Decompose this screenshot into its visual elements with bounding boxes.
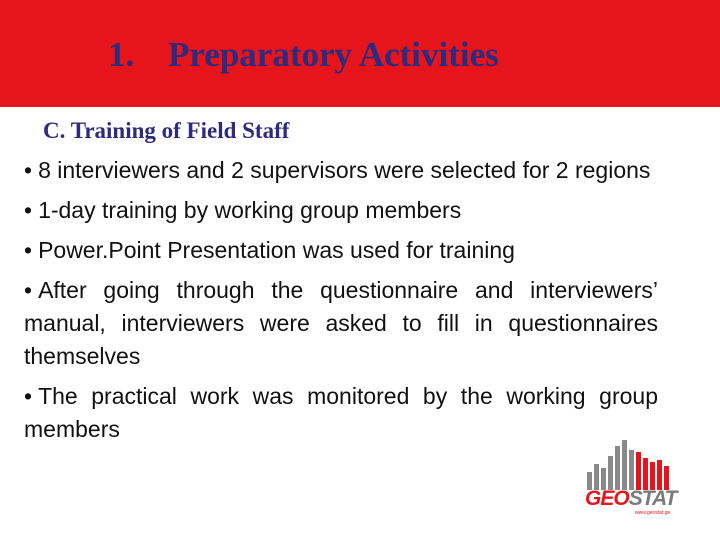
- logo-url: www.geostat.ge: [635, 510, 671, 516]
- bullet-item: [24, 154, 658, 187]
- bullet-icon: •: [24, 277, 33, 303]
- bullet-icon: •: [24, 197, 33, 223]
- bullet-item: [24, 274, 658, 373]
- bullet-text: 8 interviewers and 2 supervisors were selected for 2 regions: [38, 157, 651, 183]
- logo-word-geo: GEO: [585, 487, 629, 510]
- bullet-icon: •: [24, 237, 33, 263]
- bullet-text: Power.Point Presentation was used for training: [38, 237, 515, 263]
- bullet-icon: •: [24, 383, 33, 409]
- logo-bars-grey: [587, 440, 634, 490]
- logo-wordmark: [585, 487, 677, 510]
- slide-title: [108, 32, 499, 78]
- logo-word-stat: STAT: [628, 487, 677, 510]
- slide-title-text: Preparatory Activities: [168, 35, 499, 74]
- bullet-icon: •: [24, 157, 33, 183]
- bullet-text: The practical work was monitored by the working group members: [24, 383, 658, 442]
- slide-title-number: 1.: [108, 35, 135, 74]
- geostat-logo: [583, 440, 677, 518]
- logo-bars-icon: [583, 440, 673, 490]
- bullet-item: [24, 234, 658, 267]
- logo-bars-red: [636, 452, 669, 490]
- bullet-item: [24, 380, 658, 446]
- bullet-list: [24, 154, 658, 453]
- bullet-text: 1-day training by working group members: [38, 197, 462, 223]
- bullet-text: After going through the questionnaire and interviewers’ manual, interviewers were asked to fill in questionnaires themselves: [24, 277, 658, 369]
- section-subtitle: C. Training of Field Staff: [43, 118, 290, 143]
- bullet-item: [24, 194, 658, 227]
